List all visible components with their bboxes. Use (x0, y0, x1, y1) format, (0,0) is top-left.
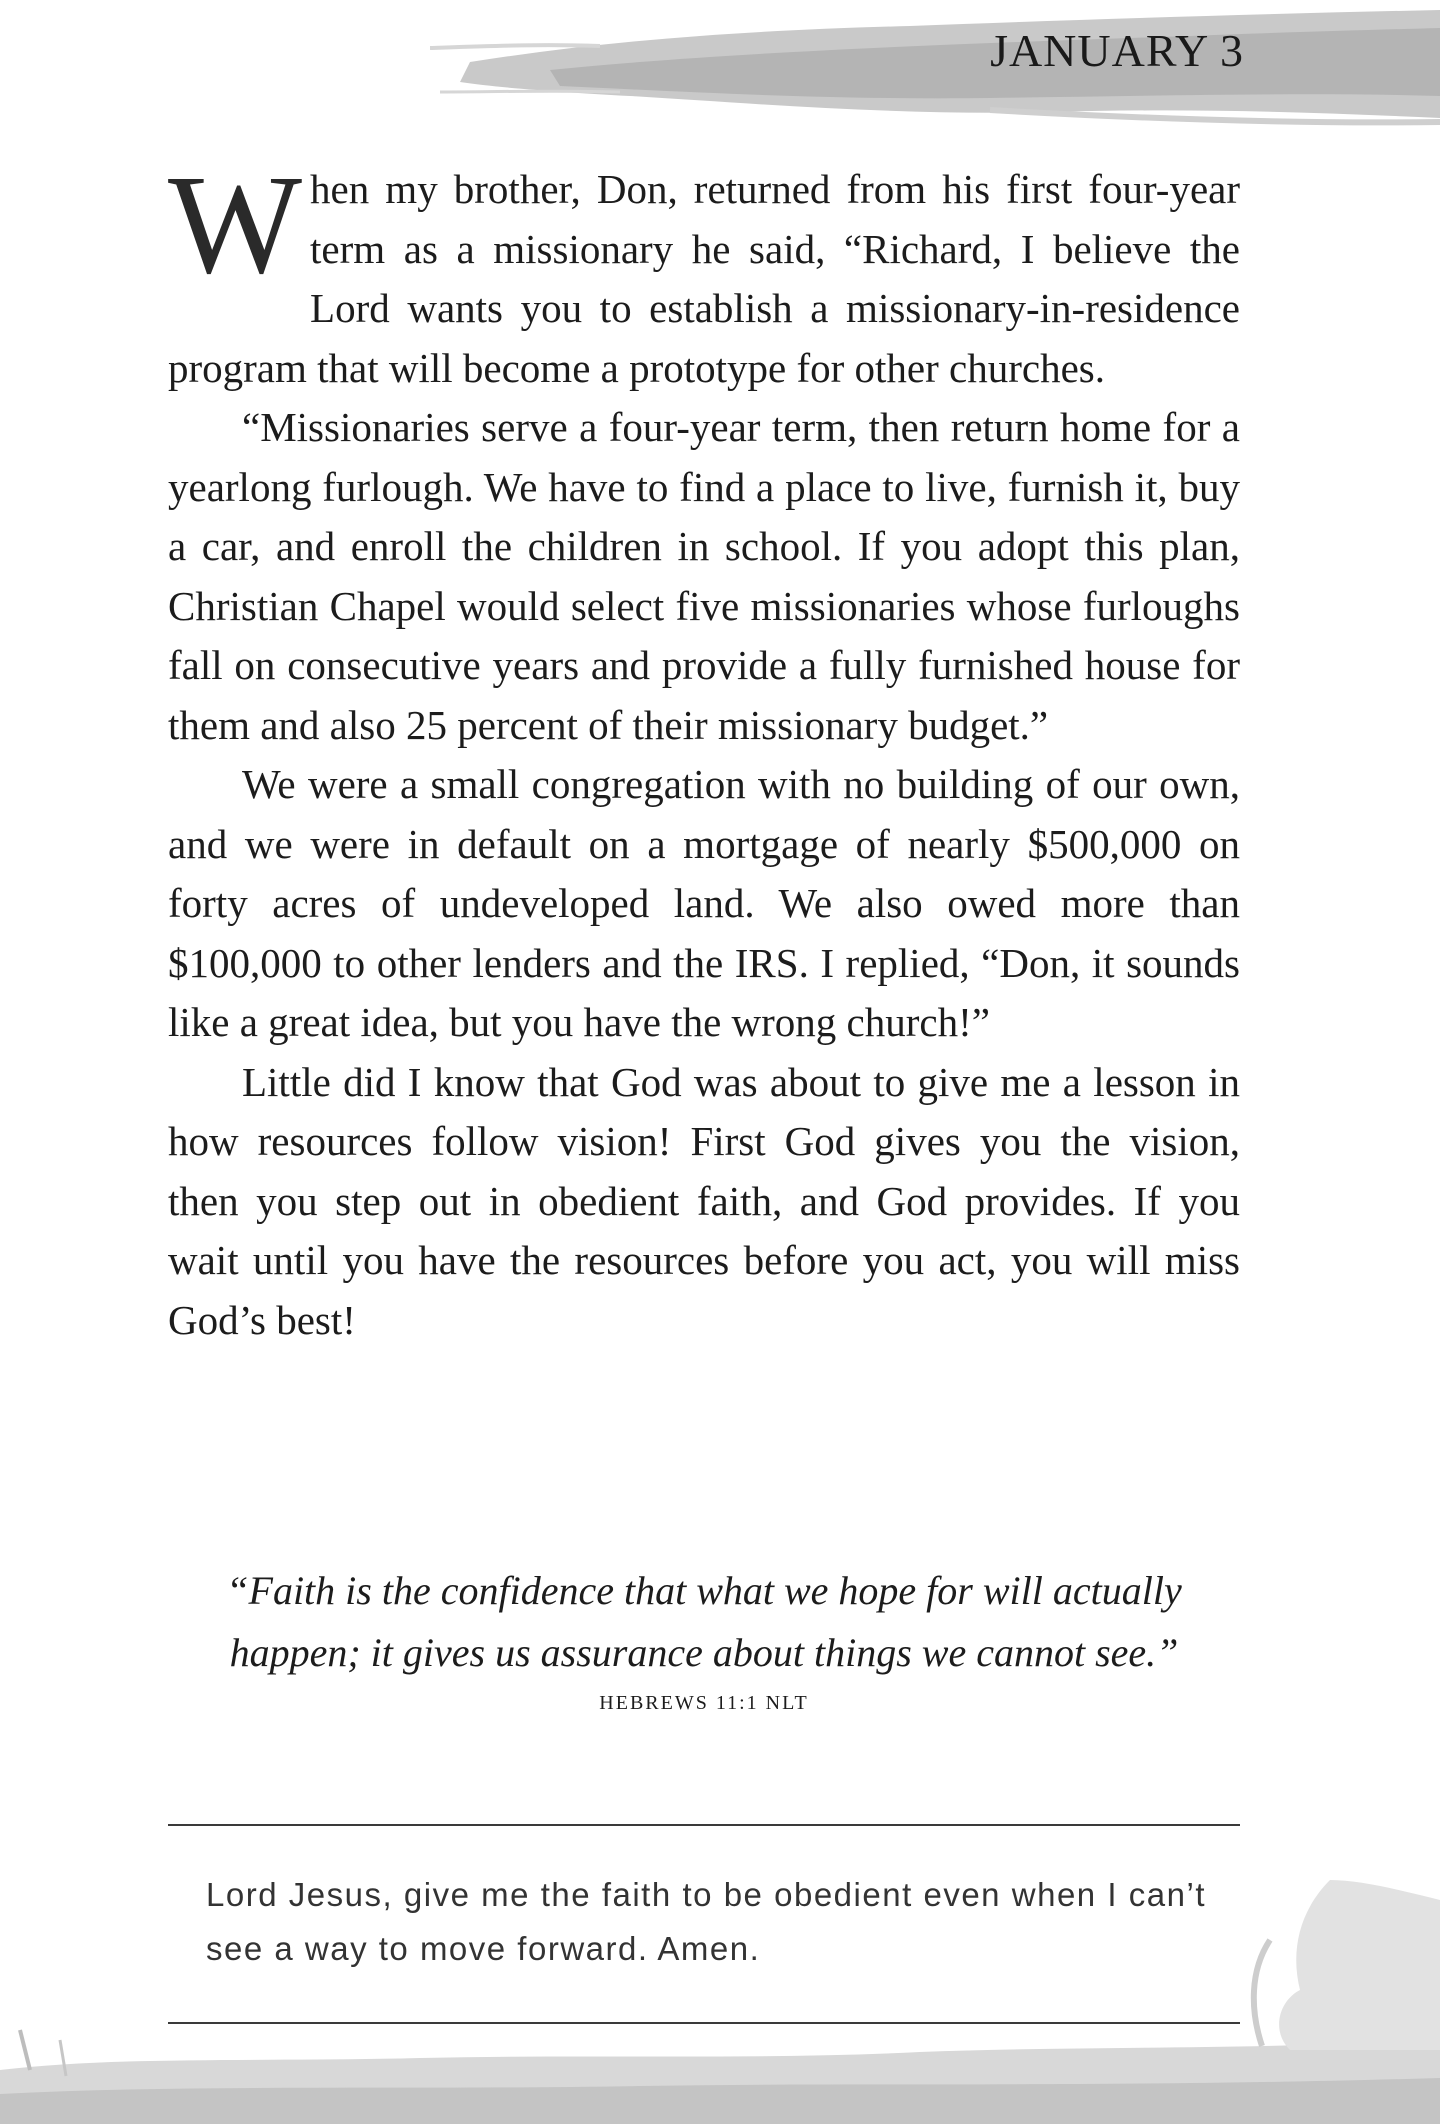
body-paragraph: “Missionaries serve a four-year term, then return home for a yearlong furlough. We have to find a place to live, furnish it, buy a car, and enroll the children in school. If you adopt this plan, Christian Chapel would select five missionaries whose furloughs fall on consecutive years and provide a fully furnished house for them and also 25 percent of their missionary budget.” (168, 404, 1240, 748)
body-paragraph: Little did I know that God was about to give me a lesson in how resources follow vision! First God gives you the vision, then you step out in obedient faith, and God provides. If you wait until you have the resources before you act, you will miss God’s best! (168, 1058, 1240, 1343)
drop-cap: W (168, 145, 303, 303)
prayer-divider-bottom (168, 2022, 1240, 2024)
scripture-quote: “Faith is the confidence that what we hope for will actually happen; it gives us assurance about things we cannot see.” (226, 1568, 1182, 1675)
date-heading: JANUARY 3 (990, 25, 1244, 76)
closing-prayer: Lord Jesus, give me the faith to be obedient even when I can’t see a way to move forward. Amen. (206, 1876, 1206, 1967)
brush-stroke-banner (430, 0, 1440, 140)
scripture-reference: HEBREWS 11:1 NLT (599, 1692, 809, 1714)
body-paragraph (168, 145, 1240, 398)
prayer-divider-top (168, 1824, 1240, 1826)
body-paragraph: We were a small congregation with no building of our own, and we were in default on a mortgage of nearly $500,000 on forty acres of undeveloped land. We also owed more than $100,000 to other lenders and the IRS. I replied, “Don, it sounds like a great idea, but you have the wrong church!” (168, 761, 1240, 1045)
paragraph-text: hen my brother, Don, returned from his first four-year term as a missionary he said, “Richard, I believe the Lord wants you to establish a missionary-in-residence program that will become a prototype for other churches. (168, 166, 1240, 391)
devotional-body (168, 145, 1240, 1350)
